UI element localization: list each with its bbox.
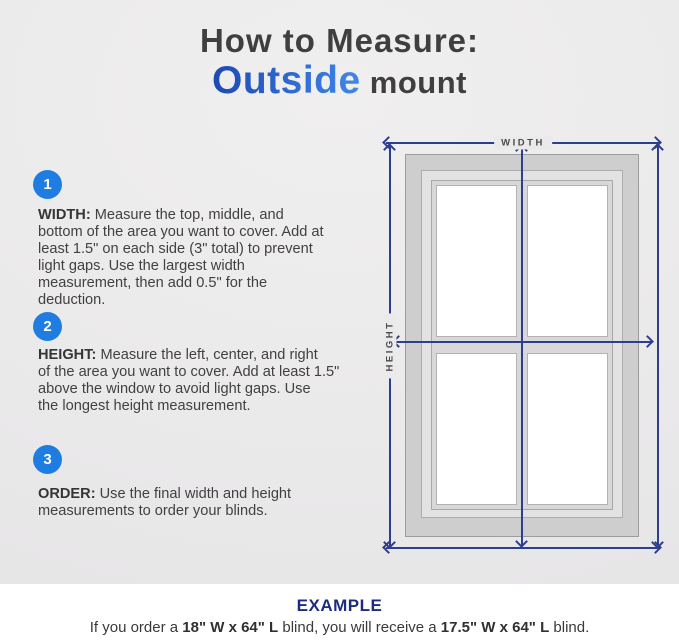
- step-3-text: [38, 486, 291, 520]
- example-sentence: [0, 619, 679, 636]
- step-2-number: 2: [43, 318, 52, 335]
- width-measure-line-bottom: [386, 547, 660, 549]
- step-1-line: measurement, then add 0.5" for the: [38, 275, 268, 291]
- step-1-line: light gaps. Use the largest width: [38, 258, 245, 274]
- step-1-badge: [33, 170, 62, 199]
- example-received-size: 17.5" W x 64" L: [440, 619, 550, 636]
- center-horizontal-measure-line: [396, 341, 652, 343]
- width-dimension-label: WIDTH: [494, 137, 552, 150]
- height-dimension-label: HEIGHT: [384, 314, 397, 379]
- step-2-line: above the window to avoid light gaps. Use: [38, 381, 311, 397]
- step-2-line: the longest height measurement.: [38, 398, 251, 414]
- step-3-line-text: Use the final width and height: [99, 486, 292, 502]
- example-ordered-size: 18" W x 64" L: [182, 619, 279, 636]
- step-1-label: WIDTH:: [38, 207, 91, 223]
- step-2-badge: [33, 312, 62, 341]
- step-2-line: of the area you want to cover. Add at least 1.5": [38, 364, 340, 380]
- window-pane: [527, 185, 608, 337]
- step-1-line: deduction.: [38, 292, 106, 308]
- example-suffix: blind.: [549, 619, 590, 636]
- step-3-label: ORDER:: [38, 486, 96, 502]
- step-1-line: least 1.5" on each side (3" total) to prevent: [38, 241, 313, 257]
- step-3-number: 3: [43, 451, 52, 468]
- step-1-text: [38, 207, 324, 309]
- example-footer: [0, 584, 679, 644]
- title-mount-word: mount: [369, 65, 467, 100]
- window-pane: [436, 353, 517, 505]
- step-1-line: [38, 207, 324, 224]
- example-middle: blind, you will receive a: [278, 619, 441, 636]
- window-pane: [527, 353, 608, 505]
- step-1-line-text: Measure the top, middle, and: [94, 207, 284, 223]
- arrowhead-right-icon: [641, 335, 654, 348]
- example-prefix: If you order a: [89, 619, 183, 636]
- step-3-line: measurements to order your blinds.: [38, 503, 268, 519]
- window-pane: [436, 185, 517, 337]
- title-line1: How to Measure:: [199, 22, 480, 59]
- height-measure-line-right: [657, 146, 659, 546]
- center-vertical-measure-line: [521, 147, 523, 545]
- arrowhead-down-icon: [515, 535, 528, 548]
- title-line2: [0, 60, 679, 104]
- page-title: [0, 22, 679, 104]
- step-2-text: [38, 347, 339, 415]
- step-2-line-text: Measure the left, center, and right: [100, 347, 318, 363]
- step-3-line: [38, 486, 291, 503]
- example-heading: EXAMPLE: [296, 596, 383, 615]
- step-1-line: bottom of the area you want to cover. Add at: [38, 224, 324, 240]
- title-mount-type: Outside: [211, 59, 361, 102]
- step-3-badge: [33, 445, 62, 474]
- step-2-label: HEIGHT:: [38, 347, 97, 363]
- step-2-line: [38, 347, 339, 364]
- step-1-number: 1: [43, 176, 52, 193]
